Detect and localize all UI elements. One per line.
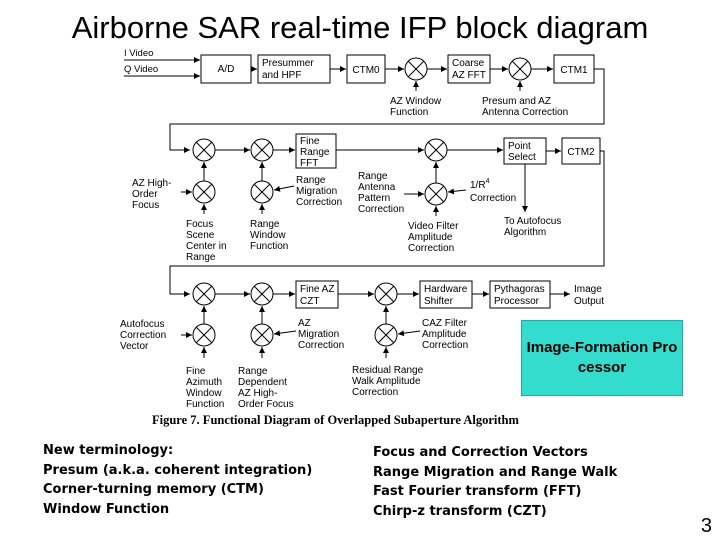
terminology-item: Corner-turning memory (CTM) [43,482,264,497]
figure-caption: Figure 7. Functional Diagram of Overlapped Subaperture Algorithm [152,413,519,427]
diagram-label: To Autofocus [504,216,562,227]
diagram-label: AZ Window [390,96,442,107]
mixer-residual-range-walk [375,324,397,346]
diagram-label: Shifter [424,296,453,307]
diagram-label: Center in [186,241,227,252]
page-title: Airborne SAR real-time IFP block diagram [71,10,649,45]
diagram-label: AZ [298,318,311,329]
diagram-label: FFT [300,158,319,169]
definition-item: Chirp-z transform (CZT) [373,503,547,519]
mixer-r4-correction [425,183,447,205]
diagram-label: Range [296,175,326,186]
terminology-item: Presum (a.k.a. coherent integration) [43,462,313,478]
mixer-focus-scene-center [193,139,215,161]
diagram-label: Walk Amplitude [352,376,421,387]
diagram-label: Correction [408,243,455,254]
mixer-caz-filter [375,283,397,305]
diagram-label: AZ High- [238,388,278,399]
diagram-label: Range [358,171,388,182]
diagram-label: Select [508,152,536,163]
diagram-label: Correction [296,197,343,208]
diagram-label: Amplitude [422,329,467,340]
mixer-autofocus-vector [193,324,215,346]
diagram-label: and HPF [262,70,302,81]
q-video-label: Q Video [124,64,159,75]
diagram-label: Dependent [238,377,287,388]
diagram-label: Range [238,366,268,377]
diagram-label: A/D [217,64,235,75]
diagram-label: Range [250,219,280,230]
diagram-label: Fine [186,366,206,377]
diagram-label: 1/R [470,180,486,191]
diagram-label: Correction [422,340,469,351]
diagram-label: Video Filter [408,221,459,232]
terminology-list [43,441,312,519]
diagram-label: Scene [186,230,215,241]
diagram-label: Autofocus [120,319,165,330]
diagram-label: Pattern [358,193,391,204]
diagram-label: Correction [358,204,405,215]
diagram-label: Vector [120,341,149,352]
diagram-label: Antenna Correction [482,107,569,118]
diagram-label: Fine [300,136,320,147]
diagram-label: Function [250,241,289,252]
mixer-presum-az-antenna [509,58,531,80]
diagram-label: Correction [120,330,167,341]
diagram-label: Function [390,107,429,118]
diagram-label: Fine AZ [300,284,335,295]
diagram-label: AZ FFT [452,70,486,81]
diagram-label: Azimuth [186,377,223,388]
diagram-label: CTM1 [560,65,588,76]
diagram-label: Migration [298,329,340,340]
diagram-label: CTM2 [567,147,595,158]
diagram-label: Order Focus [238,399,294,410]
diagram-label: Presummer [262,58,314,69]
mixer-video-filter [425,139,447,161]
diagram-label: Range [186,252,216,263]
diagram-label: Point [508,141,531,152]
diagram-label: CZT [300,296,320,307]
diagram-label: Antenna [358,182,396,193]
diagram-label: Window [250,230,286,241]
image-output-label: Image [574,284,602,295]
diagram-label: Processor [494,296,540,307]
diagram-label: Focus [132,200,160,211]
definition-item: Fast Fourier transform (FFT) [373,484,582,499]
mixer-range-migration [251,181,273,203]
diagram-label: Output [574,296,605,307]
diagram-label: AZ High- [132,178,172,189]
diagram-label: Coarse [452,58,485,69]
diagram-label: Algorithm [504,227,547,238]
mixer-az-migration [251,324,273,346]
terminology-heading: New terminology: [43,443,174,458]
diagram-label: CTM0 [352,65,380,76]
diagram-label: 4 [485,178,490,185]
mixer-fine-azimuth-window [193,283,215,305]
definition-item: Range Migration and Range Walk [373,464,618,480]
image-formation-processor-box: Image-Formation Processor [521,320,683,396]
diagram-label: CAZ Filter [422,318,467,329]
mixer-range-window [251,139,273,161]
i-video-label: I Video [124,48,154,59]
diagram-label [470,178,490,191]
diagram-label: Amplitude [408,232,453,243]
diagram-label: Migration [296,186,338,197]
diagram-label: Range [300,147,330,158]
definitions-list [373,443,617,521]
mixer-range-dependent-focus [251,283,273,305]
definition-item: Focus and Correction Vectors [373,445,588,460]
diagram-label: Correction [470,193,517,204]
diagram-label: Hardware [424,284,468,295]
mixer-az-window [405,58,427,80]
mixer-az-high-order-focus [193,181,215,203]
diagram-label: Residual Range [352,365,424,376]
diagram-label: Correction [298,340,345,351]
terminology-item: Window Function [43,501,170,517]
diagram-label: Window [186,388,222,399]
page-number: 3 [700,515,712,537]
diagram-label: Function [186,399,225,410]
diagram-label: Pythagoras [494,284,545,295]
diagram-label: Focus [186,219,214,230]
diagram-label: Order [132,189,158,200]
diagram-label: Presum and AZ [482,96,551,107]
diagram-label: Correction [352,387,399,398]
